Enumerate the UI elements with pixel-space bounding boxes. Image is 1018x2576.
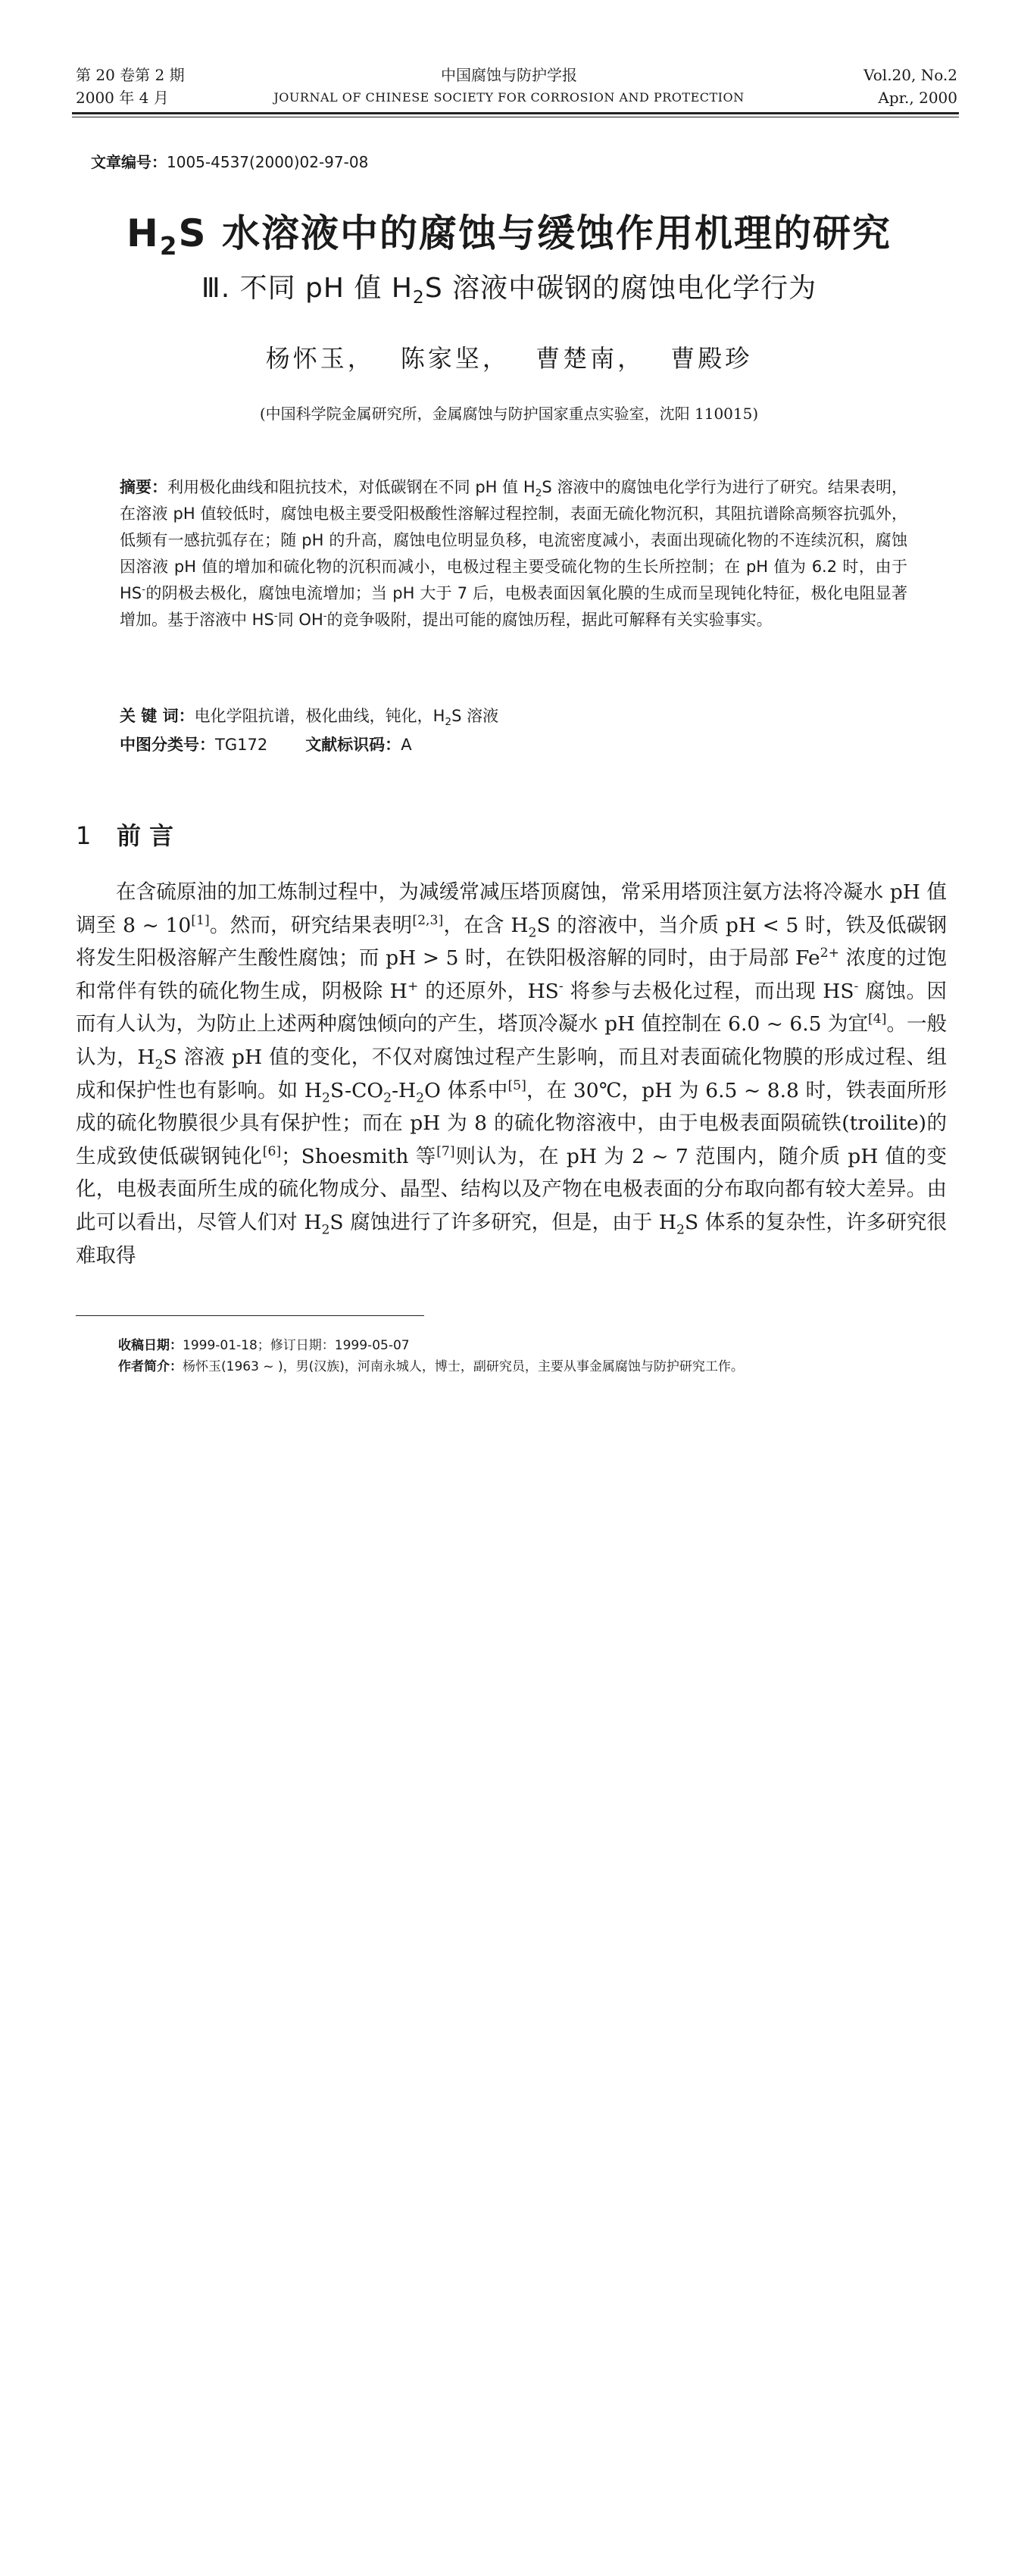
author-bio-label: 作者简介：	[118, 1359, 183, 1374]
superscript: 2+	[820, 946, 840, 961]
intro-paragraph	[76, 876, 947, 1272]
abstract-superscript: -	[273, 610, 278, 622]
intro-text: -H	[392, 1078, 417, 1102]
issue-cn: 第 20 卷第 2 期	[76, 66, 185, 84]
received-value: 1999-01-18；修订日期：1999-05-07	[183, 1338, 410, 1353]
abstract-subscript: 2	[535, 487, 542, 500]
article-number-label: 文章编号：	[91, 153, 167, 171]
article-number-value: 1005-4537(2000)02-97-08	[167, 153, 369, 171]
subscript: 2	[322, 1089, 331, 1105]
journal-volume-info	[863, 64, 957, 109]
intro-text: 。一般认为，H	[76, 1012, 948, 1069]
abstract-text: 的阴极去极化，腐蚀电流增加；当 pH 大于 7 后，电极表面因氧化膜的生成而呈现钝化特征，极化电阻显著增加。基于溶液中 HS	[120, 584, 907, 629]
subtitle-subscript: 2	[412, 286, 425, 308]
journal-name-cn: 中国腐蚀与防护学报	[441, 66, 577, 84]
abstract-text: 的竞争吸附，提出可能的腐蚀历程，据此可解释有关实验事实。	[326, 611, 773, 629]
date-en: Apr., 2000	[878, 89, 957, 107]
received-date	[118, 1335, 951, 1356]
author-bio-value: 杨怀玉(1963 ~ )，男(汉族)，河南永城人，博士，副研究员，主要从事金属腐蚀与防护研究工作。	[183, 1359, 744, 1374]
intro-text: S-CO	[330, 1078, 384, 1102]
volume-en: Vol.20, No.2	[863, 66, 957, 84]
intro-text: 将参与去极化过程，而出现 HS	[563, 979, 854, 1003]
abstract-superscript: -	[142, 583, 146, 596]
intro-text: 腐蚀。因而有人认为，为防止上述两种腐蚀倾向的产生，塔顶冷凝水 pH 值控制在 6.0 ~ 6.5 为宜	[76, 979, 947, 1036]
author-bio	[118, 1356, 951, 1377]
paper-title	[0, 203, 1018, 261]
intro-text: 在含硫原油的加工炼制过程中，为减缓常减压塔顶腐蚀，常采用塔顶注氨方法将冷凝水 pH 值调至 8 ~ 10	[76, 880, 947, 937]
abstract	[120, 474, 907, 633]
superscript: +	[407, 978, 419, 994]
intro-text: S 腐蚀进行了许多研究，但是，由于 H	[329, 1210, 677, 1234]
received-label: 收稿日期：	[118, 1338, 183, 1353]
subscript: 2	[321, 1222, 330, 1238]
footnote	[118, 1335, 951, 1377]
journal-name	[227, 64, 791, 109]
section-title: 前 言	[117, 821, 174, 850]
abstract-text: 利用极化曲线和阻抗技术，对低碳钢在不同 pH 值 H	[167, 478, 536, 496]
citation: [5]	[507, 1077, 526, 1093]
abstract-superscript: -	[323, 610, 327, 622]
citation: [7]	[436, 1143, 455, 1159]
subscript: 2	[155, 1057, 164, 1073]
abstract-text: 同 OH	[277, 611, 323, 629]
intro-text: ；Shoesmith 等	[281, 1144, 437, 1168]
footnote-rule	[76, 1315, 424, 1316]
subscript: 2	[383, 1089, 392, 1105]
paper-subtitle	[0, 267, 1018, 308]
abstract-text: S 溶液中的腐蚀电化学行为进行了研究。结果表明，在溶液 pH 值较低时，腐蚀电极主要受阳极酸性溶解过程控制，表面无硫化物沉积，其阻抗谱除高频容抗弧外，低频有一感抗弧存在；随 pH 的升高，腐蚀电位明显负移，电流密度减小，表面出现硫化物的不连续沉积，腐蚀因溶液 pH 值的增加和硫化物的沉积而减小，电极过程主要受硫化物的生长所控制；在 pH 值为 6.2 时，由于 HS	[120, 478, 908, 602]
superscript: -	[558, 978, 564, 994]
keywords-text: 电化学阻抗谱，极化曲线，钝化，H	[194, 707, 445, 725]
keywords-text: S 溶液	[451, 707, 499, 725]
citation: [6]	[262, 1143, 282, 1159]
subtitle-part: S 溶液中碳钢的腐蚀电化学行为	[424, 273, 817, 304]
classification	[120, 732, 907, 758]
intro-body	[76, 876, 947, 1272]
doc-code-label: 文献标识码：	[305, 736, 401, 754]
title-part: S 水溶液中的腐蚀与缓蚀作用机理的研究	[178, 211, 892, 255]
keywords-label: 关 键 词：	[120, 707, 195, 725]
article-number	[91, 150, 368, 172]
intro-text: S 溶液 pH 值的变化，不仅对腐蚀过程产生影响，而且对表面硫化物膜的形成过程、组成和保护性也有影响。如 H	[76, 1045, 947, 1102]
header-rule	[72, 112, 959, 114]
intro-text: 则认为，在 pH 为 2 ~ 7 范围内，随介质 pH 值的变化，电极表面所生成的硫化物成分、晶型、结构以及产物在电极表面的分布取向都有较大差异。由此可以看出，尽管人们对 H	[76, 1144, 948, 1234]
section-heading	[76, 817, 173, 852]
citation: [1]	[191, 912, 210, 928]
abstract-label: 摘要：	[120, 478, 168, 496]
journal-issue-info	[76, 64, 185, 109]
subscript: 2	[676, 1222, 685, 1238]
section-number: 1	[76, 821, 92, 850]
intro-text: 浓度的过饱和常伴有铁的硫化物生成，阴极除 H	[76, 946, 947, 1003]
title-subscript: 2	[159, 232, 179, 261]
doc-code-value: A	[401, 736, 412, 754]
intro-text: S 体系的复杂性，许多研究很难取得	[76, 1210, 947, 1268]
title-part: H	[126, 211, 160, 255]
clc-value: TG172	[215, 736, 268, 754]
subscript: 2	[528, 924, 537, 940]
clc-label: 中图分类号：	[120, 736, 215, 754]
authors: 杨怀玉， 陈家坚， 曹楚南， 曹殿珍	[265, 344, 753, 373]
intro-text: ，在含 H	[443, 913, 529, 937]
intro-text: 的还原外，HS	[418, 979, 559, 1003]
affiliation: (中国科学院金属研究所，金属腐蚀与防护国家重点实验室，沈阳 110015)	[259, 405, 759, 423]
citation: [4]	[868, 1011, 887, 1027]
citation: [2,3]	[412, 912, 444, 928]
intro-text: O 体系中	[424, 1078, 508, 1102]
intro-text: S 的溶液中，当介质 pH < 5 时，铁及低碳钢将发生阳极溶解产生酸性腐蚀；而 pH > 5 时，在铁阳极溶解的同时，由于局部 Fe	[76, 913, 947, 971]
date-cn: 2000 年 4 月	[76, 89, 169, 107]
keywords	[120, 703, 907, 730]
subtitle-part: Ⅲ. 不同 pH 值 H	[201, 273, 413, 304]
intro-text: 。然而，研究结果表明	[209, 913, 413, 937]
subscript: 2	[416, 1089, 425, 1105]
keywords-subscript: 2	[445, 716, 452, 729]
superscript: -	[854, 978, 859, 994]
intro-text: ，在 30℃，pH 为 6.5 ~ 8.8 时，铁表面所形成的硫化物膜很少具有保护性；而在 pH 为 8 的硫化物溶液中，由于电极表面陨硫铁(troilite)的生成致使低碳钢钝化	[76, 1078, 947, 1168]
journal-name-en: JOURNAL OF CHINESE SOCIETY FOR CORROSION AND PROTECTION	[273, 90, 745, 105]
